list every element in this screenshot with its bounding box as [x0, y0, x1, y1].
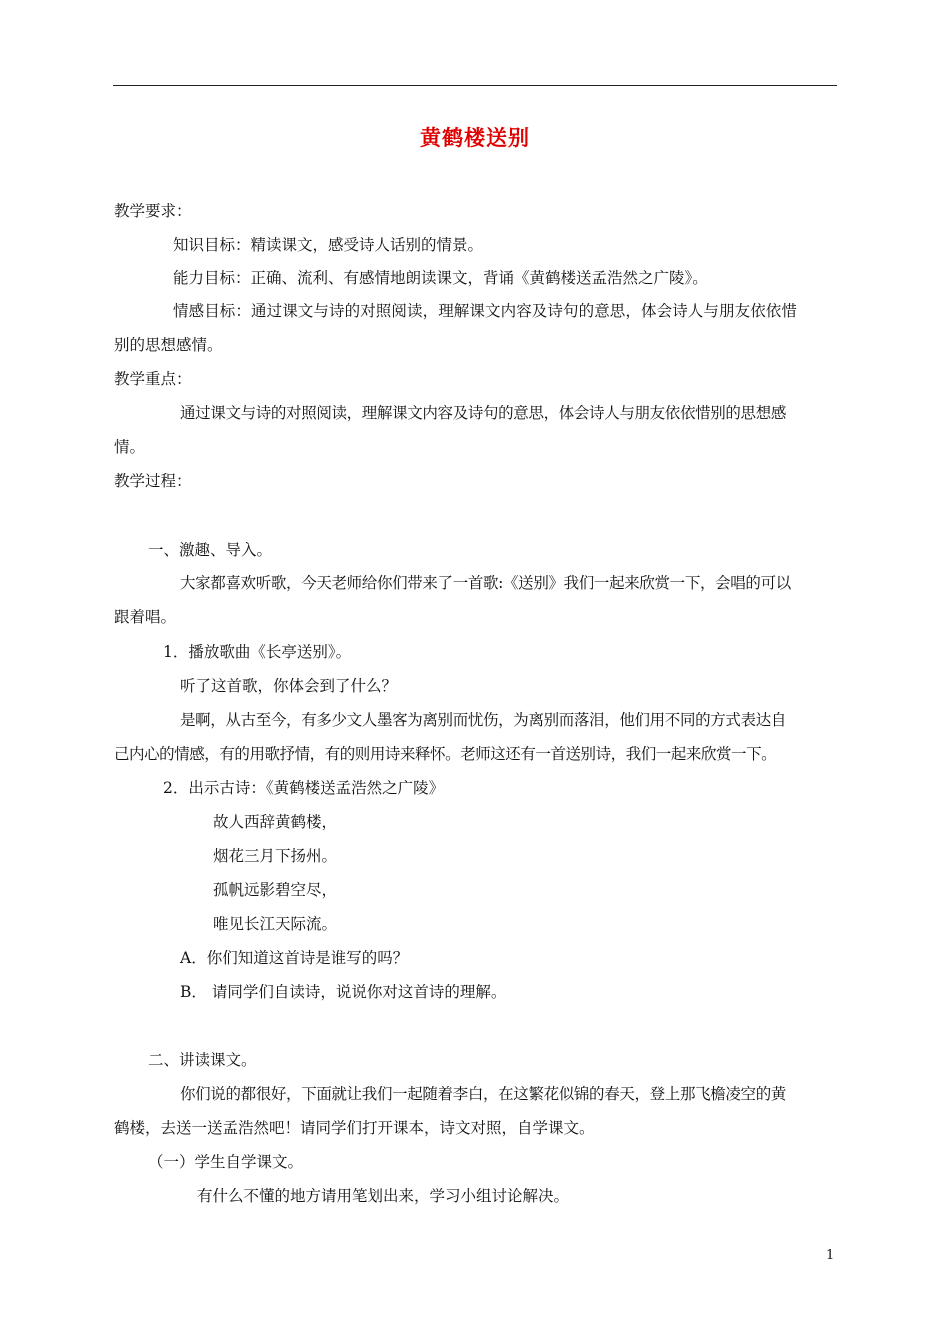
subsection-heading: （一）学生自学课文。 — [148, 1153, 304, 1171]
step-1: 1．播放歌曲《长亭送别》。 — [163, 643, 352, 661]
step-2: 2．出示古诗：《黄鹤楼送孟浩然之广陵》 — [163, 779, 445, 797]
reading-paragraph: 你们说的都很好，下面就让我们一起随着李白，在这繁花似锦的春天，登上那飞檐凌空的黄 — [180, 1085, 787, 1103]
poem-line-3: 孤帆远影碧空尽， — [213, 881, 338, 899]
header-rule — [113, 85, 837, 86]
section-heading-requirements: 教学要求： — [114, 202, 192, 220]
commentary-paragraph: 是啊，从古至今，有多少文人墨客为离别而忧伤，为离别而落泪，他们用不同的方式表达自 — [180, 711, 787, 729]
intro-paragraph-cont: 跟着唱。 — [114, 608, 177, 626]
reading-paragraph-cont: 鹤楼，去送一送孟浩然吧！请同学们打开课本，诗文对照，自学课文。 — [114, 1119, 595, 1137]
commentary-paragraph-cont: 己内心的情感，有的用歌抒情，有的则用诗来释怀。老师这还有一首送别诗，我们一起来欣赏一下。 — [114, 745, 777, 763]
question-a: A．你们知道这首诗是谁写的吗？ — [180, 949, 409, 967]
part-two-heading: 二、讲读课文。 — [148, 1051, 257, 1069]
focus-text: 通过课文与诗的对照阅读，理解课文内容及诗句的意思，体会诗人与朋友依依惜别的思想感 — [180, 404, 787, 422]
document-title: 黄鹤楼送别 — [420, 125, 530, 150]
focus-text-cont: 情。 — [114, 438, 146, 456]
poem-line-4: 唯见长江天际流。 — [213, 915, 338, 933]
section-heading-focus: 教学重点： — [114, 370, 192, 388]
poem-line-1: 故人西辞黄鹤楼， — [213, 813, 338, 831]
ability-goal: 能力目标：正确、流利、有感情地朗读课文，背诵《黄鹤楼送孟浩然之广陵》。 — [173, 269, 708, 287]
emotion-goal-cont: 别的思想感情。 — [114, 336, 223, 354]
emotion-goal: 情感目标：通过课文与诗的对照阅读，理解课文内容及诗句的意思，体会诗人与朋友依依惜 — [173, 302, 798, 320]
section-heading-process: 教学过程： — [114, 472, 192, 490]
question-b: B． 请同学们自读诗，说说你对这首诗的理解。 — [180, 983, 507, 1001]
page-number: 1 — [826, 1248, 835, 1263]
knowledge-goal: 知识目标：精读课文，感受诗人话别的情景。 — [173, 236, 484, 254]
subsection-text: 有什么不懂的地方请用笔划出来，学习小组讨论解决。 — [197, 1187, 570, 1205]
intro-paragraph: 大家都喜欢听歌，今天老师给你们带来了一首歌:《送别》我们一起来欣赏一下，会唱的可以 — [180, 574, 791, 592]
poem-line-2: 烟花三月下扬州。 — [213, 847, 338, 865]
part-one-heading: 一、激趣、导入。 — [148, 541, 273, 559]
question-text: 听了这首歌，你体会到了什么？ — [180, 677, 398, 695]
